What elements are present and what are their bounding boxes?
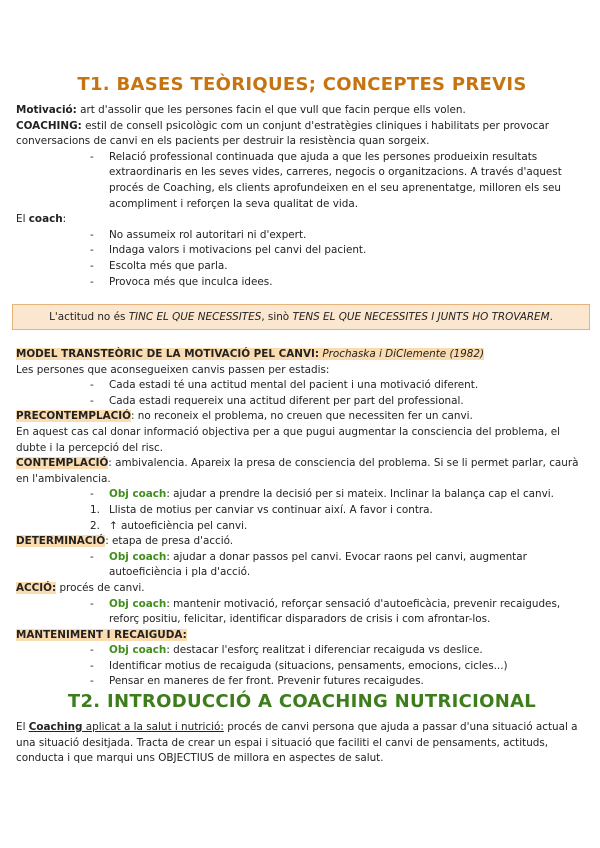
t2-bold: Coaching: [28, 721, 83, 733]
t2-underline: aplicat a la salut i nutrició:: [82, 721, 224, 733]
obj-coach-label: Obj coach: [109, 488, 167, 501]
list-item: - Relació professional continuada que ajuda a que les persones produeixin resultats extraordinaris en les seves vides, carreres, negocis o organitzacions. A través d'aquest procés de Coaching, els clients aprofundeixen en el seu aprenentatge, milloren els seu acompliment i reforçen la seva qualitat de vida.: [16, 150, 588, 212]
list-item: - No assumeix rol autoritari ni d'expert.: [16, 228, 588, 244]
obj-coach-text: : ajudar a prendre la decisió per si mateix. Inclinar la balança cap el canvi.: [166, 488, 554, 501]
list-item: - Cada estadi té una actitud mental del pacient i una motivació diferent.: [16, 378, 588, 394]
motivacio-paragraph: [16, 103, 588, 119]
contemplacio-label: CONTEMPLACIÓ: [16, 457, 109, 470]
list-item: - Escolta més que parla.: [16, 259, 588, 275]
motivacio-text: art d'assolir que les persones facin el que vull que facin perque ells volen.: [76, 104, 466, 116]
contemplacio-text: : ambivalencia. Apareix la presa de consciencia del problema. Si se li permet parlar, caurà en l'ambivalencia.: [16, 457, 579, 485]
model-heading: [16, 347, 588, 363]
list-item: - Provoca més que inculca idees.: [16, 275, 588, 291]
t2-text: procés de canvi persona que ajuda a passar d'una situació actual a una situació desitjada. Tracta de crear un espai i situació que faciliti el canvi de pensaments, actituds, conducta i que marqui uns OBJECTIUS de millora en aspectes de salut.: [16, 721, 578, 765]
determinacio-paragraph: [16, 534, 588, 550]
model-author: Prochaska i DiClemente (1982): [319, 348, 485, 360]
list-item: [16, 643, 588, 659]
section-title-t1: T1. BASES TEÒRIQUES; CONCEPTES PREVIS: [77, 74, 527, 95]
model-block: [16, 347, 588, 690]
obj-coach-text: : destacar l'esforç realitzat i diferenciar recaiguda vs deslice.: [166, 644, 483, 657]
callout-mid: , sinò: [261, 311, 293, 323]
list-text: Llista de motius per canviar vs continuar així. A favor i contra.: [109, 503, 433, 516]
t2-block: [16, 720, 588, 767]
contemplacio-numbered-list: [16, 503, 588, 534]
list-item: - Pensar en maneres de fer front. Prevenir futures recaigudes.: [16, 674, 588, 690]
list-item: [16, 519, 588, 535]
list-item: [16, 550, 588, 581]
precontemplacio-detail: En aquest cas cal donar informació objectiva per a que pugui augmentar la consciencia del problema, el dubte i la percepció del risc.: [16, 425, 561, 454]
determinacio-text: : etapa de presa d'acció.: [105, 535, 234, 548]
coach-list: [16, 228, 588, 290]
coaching-paragraph: [16, 119, 588, 150]
model-intro: Les persones que aconsegueixen canvis passen per estadis:: [16, 363, 330, 376]
accio-paragraph: [16, 581, 588, 597]
contemplacio-paragraph: [16, 456, 588, 487]
list-item: - Identificar motius de recaiguda (situacions, pensaments, emocions, cicles...): [16, 659, 588, 675]
determinacio-label: DETERMINACIÓ: [16, 535, 106, 548]
precontemplacio-text: : no reconeix el problema, no creuen que necessiten fer un canvi.: [131, 410, 473, 423]
accio-label: ACCIÓ:: [16, 581, 57, 594]
model-label: MODEL TRANSTEÒRIC DE LA MOTIVACIÓ PEL CANVI:: [16, 348, 320, 360]
manteniment-label: MANTENIMENT I RECAIGUDA:: [16, 628, 187, 641]
list-item: [16, 597, 588, 628]
motivacio-label: Motivació:: [16, 104, 77, 116]
list-text: ↑ autoeficiència pel canvi.: [109, 519, 248, 532]
contemplacio-list: [16, 487, 588, 503]
list-item: - Cada estadi requereix una actitud diferent per part del professional.: [16, 394, 588, 410]
list-number: 2.: [90, 519, 100, 532]
manteniment-list: [16, 643, 588, 690]
precontemplacio-paragraph: [16, 409, 588, 425]
coach-intro: [16, 212, 588, 228]
callout-italic-2: TENS EL QUE NECESSITES I JUNTS HO TROVAREM: [292, 311, 550, 323]
attitude-callout: [12, 304, 590, 330]
coach-intro-bold: coach: [28, 213, 63, 226]
section-title-t2: T2. INTRODUCCIÓ A COACHING NUTRICIONAL: [67, 691, 537, 712]
callout-pre: L'actitud no és: [49, 311, 129, 323]
list-item: [16, 503, 588, 519]
coaching-label: COACHING:: [16, 119, 82, 132]
coaching-list: [16, 150, 588, 212]
list-item: - Indaga valors i motivacions pel canvi del pacient.: [16, 243, 588, 259]
determinacio-list: [16, 550, 588, 581]
manteniment-paragraph: [16, 628, 588, 644]
coach-intro-pre: El: [16, 213, 29, 226]
list-number: 1.: [90, 503, 100, 516]
model-list: [16, 378, 588, 409]
obj-coach-label: Obj coach: [109, 597, 167, 610]
coaching-text: estil de consell psicològic com un conjunt d'estratègies cliniques i habilitats per provocar conversacions de canvi en els pacients per destruir la resistència quan sorgeix.: [16, 119, 549, 148]
t2-paragraph: [16, 720, 588, 767]
coach-intro-post: :: [62, 213, 67, 226]
list-item: [16, 487, 588, 503]
obj-coach-label: Obj coach: [109, 550, 167, 563]
accio-list: [16, 597, 588, 628]
callout-italic-1: TINC EL QUE NECESSITES: [128, 311, 262, 323]
t2-pre: El: [16, 721, 29, 733]
obj-coach-text: : mantenir motivació, reforçar sensació d'autoeficàcia, prevenir recaigudes, reforç positiu, felicitar, identificar disparadors de crisis i com afrontar-los.: [109, 597, 561, 626]
accio-text: procés de canvi.: [56, 581, 145, 594]
definitions-block: [16, 103, 588, 290]
precontemplacio-label: PRECONTEMPLACIÓ: [16, 410, 131, 423]
obj-coach-text: : ajudar a donar passos pel canvi. Evocar raons pel canvi, augmentar autoeficiència i pla d'acció.: [109, 550, 527, 579]
obj-coach-label: Obj coach: [109, 644, 167, 657]
callout-post: .: [549, 311, 553, 323]
